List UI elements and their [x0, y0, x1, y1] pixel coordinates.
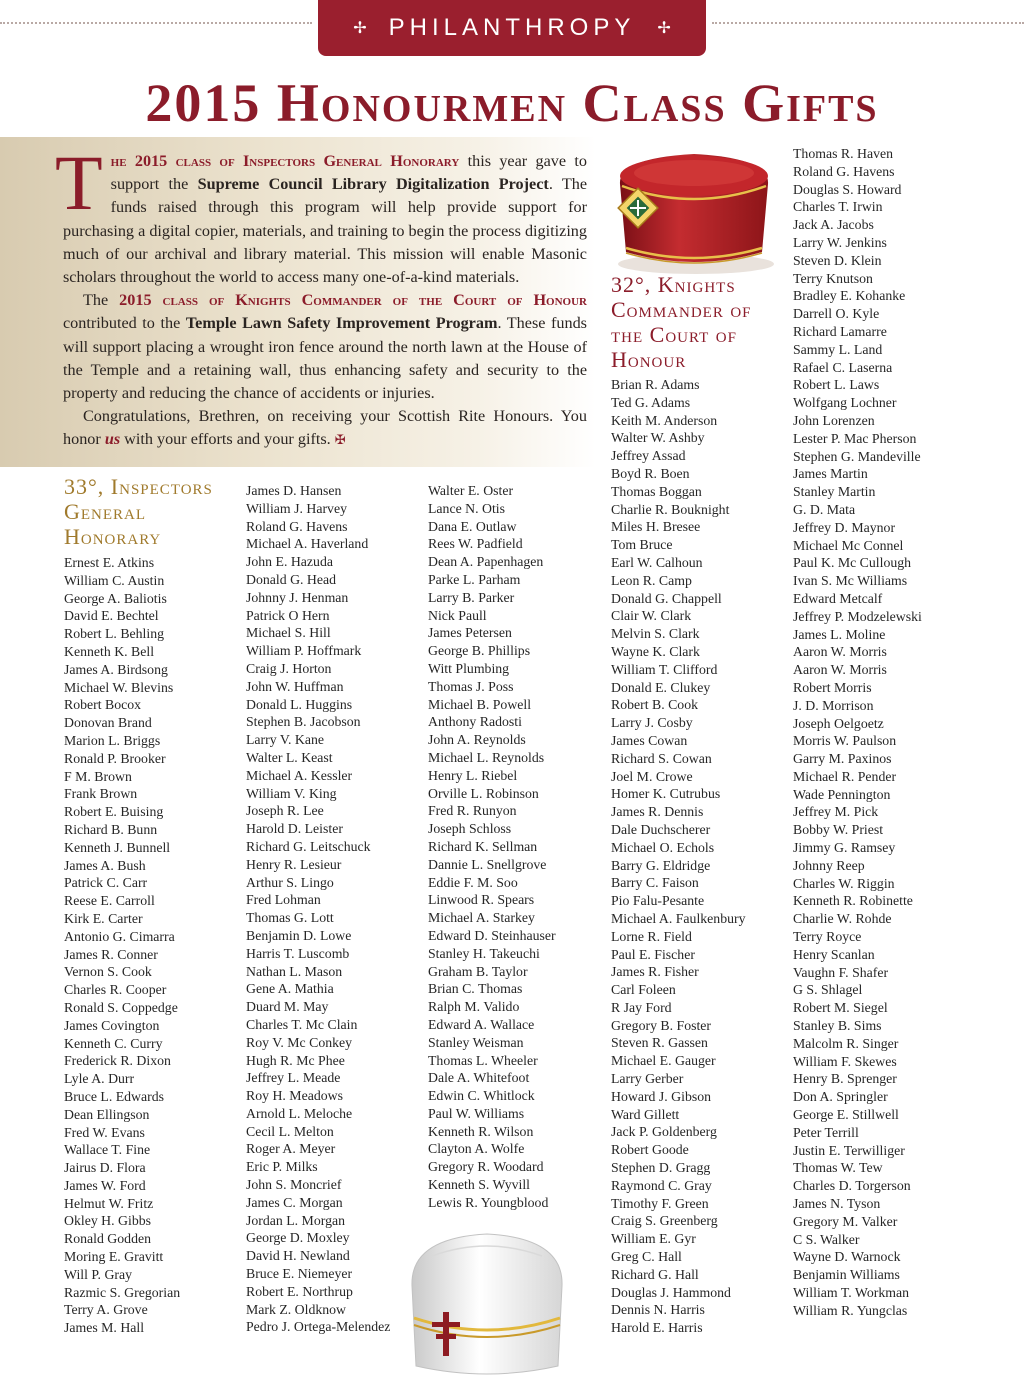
list-item: William T. Workman — [793, 1285, 909, 1300]
list-item: Wayne D. Warnock — [793, 1249, 901, 1265]
name-column-1 — [64, 554, 180, 1337]
list-item: Roy H. Meadows — [246, 1088, 343, 1104]
section-tab — [318, 0, 706, 56]
list-item: James A. Birdsong — [64, 661, 168, 677]
list-item: Dean A. Papenhagen — [428, 554, 544, 570]
list-item: Marion L. Briggs — [64, 732, 161, 748]
name-column-2 — [246, 482, 390, 1336]
ornament-right-icon: ✢ — [657, 20, 671, 37]
list-item: J. D. Morrison — [793, 697, 874, 713]
list-item: Vaughn F. Shafer — [793, 964, 889, 980]
list-item: Michael O. Echols — [611, 839, 715, 855]
list-item: William V. King — [246, 785, 337, 801]
list-item: Carl Foleen — [611, 982, 676, 998]
list-item: Donald G. Chappell — [611, 590, 722, 606]
list-item: James N. Tyson — [793, 1196, 881, 1212]
list-item: Okley H. Gibbs — [64, 1213, 151, 1229]
list-item: Michael A. Starkey — [428, 910, 535, 926]
p3-emphasis: us — [104, 430, 121, 449]
list-item: Kenneth K. Bell — [64, 643, 155, 659]
list-item: Richard G. Leitschuck — [246, 838, 371, 854]
list-item: Kenneth R. Wilson — [428, 1123, 534, 1139]
list-item: Michael Mc Connel — [793, 537, 904, 553]
list-item: Homer K. Cutrubus — [611, 786, 721, 802]
list-item: Stephen D. Gragg — [611, 1160, 711, 1176]
list-item: James A. Bush — [64, 857, 146, 873]
list-item: Michael R. Pender — [793, 768, 897, 784]
list-item: John W. Huffman — [246, 678, 344, 694]
list-item: Barry G. Eldridge — [611, 857, 711, 873]
list-item: Fred W. Evans — [64, 1124, 145, 1140]
list-item: Douglas S. Howard — [793, 181, 902, 197]
list-item: Nathan L. Mason — [246, 963, 343, 979]
page-title: 2015 Honourmen Class Gifts — [145, 73, 879, 133]
p2-project: Temple Lawn Safety Improvement Program — [185, 314, 498, 333]
list-item: Dale Duchscherer — [611, 821, 711, 837]
list-item: Bruce E. Niemeyer — [246, 1266, 353, 1282]
p1-text-1: this year gave to support the — [110, 152, 587, 194]
list-item: Fred Lohman — [246, 892, 321, 908]
list-item: Barry C. Faison — [611, 875, 699, 891]
list-item: Harris T. Luscomb — [246, 945, 350, 961]
list-item: Gregory B. Foster — [611, 1017, 712, 1033]
list-item: Joseph Schloss — [428, 821, 512, 837]
list-item: Dennis N. Harris — [611, 1302, 705, 1318]
list-item: Stanley H. Takeuchi — [428, 945, 540, 961]
list-item: Michael B. Powell — [428, 696, 532, 712]
list-item: Antonio G. Cimarra — [64, 928, 175, 944]
list-item: Hugh R. Mc Phee — [246, 1052, 345, 1068]
cross-end-icon: ✠ — [334, 432, 346, 448]
list-item: Terry A. Grove — [64, 1302, 148, 1318]
list-item: James Cowan — [611, 732, 688, 748]
list-item: Witt Plumbing — [428, 660, 510, 676]
list-item: Larry B. Parker — [428, 589, 515, 605]
white-cap-image — [402, 1226, 572, 1376]
list-item: Don A. Springler — [793, 1089, 888, 1105]
list-item: Richard K. Sellman — [428, 838, 538, 854]
list-item: Craig S. Greenberg — [611, 1213, 718, 1229]
list-item: Wayne K. Clark — [611, 643, 700, 659]
list-item: Jeffrey P. Modzelewski — [793, 608, 922, 624]
list-item: Richard G. Hall — [611, 1266, 699, 1282]
list-item: George E. Stillwell — [793, 1107, 899, 1123]
intro-paragraph-3 — [63, 405, 587, 451]
list-item: Graham B. Taylor — [428, 963, 528, 979]
list-item: Bradley E. Kohanke — [793, 288, 906, 304]
list-item: Ralph M. Valido — [428, 999, 520, 1015]
list-item: Clair W. Clark — [611, 608, 692, 624]
list-item: James R. Conner — [64, 946, 158, 962]
list-item: Raymond C. Gray — [611, 1177, 712, 1193]
list-item: Stephen G. Mandeville — [793, 448, 921, 464]
list-item: Donovan Brand — [64, 715, 152, 731]
list-item: James Petersen — [428, 625, 512, 641]
list-item: Kenneth C. Curry — [64, 1035, 163, 1051]
list-item: William F. Skewes — [793, 1053, 897, 1069]
list-item: Robert Goode — [611, 1142, 689, 1158]
list-item: Jack P. Goldenberg — [611, 1124, 717, 1140]
list-item: Charles D. Torgerson — [793, 1178, 911, 1194]
list-item: Clayton A. Wolfe — [428, 1141, 525, 1157]
list-item: Thomas R. Haven — [793, 146, 894, 161]
list-item: Justin E. Terwilliger — [793, 1142, 905, 1158]
list-item: Ward Gillett — [611, 1106, 680, 1122]
list-item: Larry Gerber — [611, 1071, 684, 1087]
list-item: John A. Reynolds — [428, 732, 526, 748]
list-item: Roland G. Havens — [793, 163, 895, 179]
list-item: Duard M. May — [246, 999, 329, 1015]
list-item: Brian C. Thomas — [428, 981, 523, 997]
list-item: Dannie L. Snellgrove — [428, 856, 547, 872]
list-item: James C. Morgan — [246, 1194, 343, 1210]
name-column-4 — [611, 376, 746, 1337]
list-item: Kirk E. Carter — [64, 910, 143, 926]
list-item: Larry J. Cosby — [611, 715, 693, 731]
list-item: Richard S. Cowan — [611, 750, 712, 766]
list-item: Brian R. Adams — [611, 377, 700, 392]
list-item: George D. Moxley — [246, 1230, 350, 1246]
list-item: Wallace T. Fine — [64, 1142, 151, 1158]
list-item: Kenneth J. Bunnell — [64, 839, 171, 855]
list-item: James L. Moline — [793, 626, 886, 642]
list-item: Edwin C. Whitlock — [428, 1088, 535, 1104]
list-item: Dean Ellingson — [64, 1106, 150, 1122]
list-item: Roger A. Meyer — [246, 1141, 336, 1157]
list-item: Dana E. Outlaw — [428, 518, 517, 534]
list-item: Bobby W. Priest — [793, 822, 884, 838]
list-item: James D. Hansen — [246, 483, 342, 498]
list-item: G S. Shlagel — [793, 982, 863, 998]
header-rule-left — [0, 22, 312, 24]
list-item: Aaron W. Morris — [793, 644, 887, 660]
list-item: Charles T. Mc Clain — [246, 1016, 358, 1032]
list-item: Craig J. Horton — [246, 660, 332, 676]
list-item: James Covington — [64, 1017, 160, 1033]
list-item: Kenneth S. Wyvill — [428, 1177, 531, 1193]
list-item: Walter W. Ashby — [611, 430, 705, 446]
list-item: Charlie W. Rohde — [793, 911, 892, 927]
list-item: Joel M. Crowe — [611, 768, 693, 784]
list-item: Thomas Boggan — [611, 483, 702, 499]
list-item: William P. Hoffmark — [246, 643, 362, 659]
list-item: Frederick R. Dixon — [64, 1053, 171, 1069]
list-item: Paul K. Mc Cullough — [793, 555, 912, 571]
ornament-left-icon: ✢ — [353, 20, 367, 37]
list-item: Garry M. Paxinos — [793, 751, 892, 767]
list-item: Jeffrey M. Pick — [793, 804, 879, 820]
list-item: Patrick C. Carr — [64, 875, 148, 891]
list-item: Arthur S. Lingo — [246, 874, 334, 890]
list-item: Joseph R. Lee — [246, 803, 324, 819]
list-item: Morris W. Paulson — [793, 733, 897, 749]
list-item: Wade Pennington — [793, 786, 891, 802]
list-item: John Lorenzen — [793, 412, 875, 428]
list-item: C S. Walker — [793, 1231, 860, 1247]
kcch-heading: 32°, Knights Commander of the Court of Honour — [611, 272, 752, 372]
list-item: Robert E. Buising — [64, 804, 164, 820]
list-item: Terry Royce — [793, 929, 862, 945]
list-item: Peter Terrill — [793, 1124, 859, 1140]
p1-text-2: . The funds raised through this program will help provide support for purchasing a digital copier, materials, and training to begin the process digitizing much of our archival and library material. This mission will enable Masonic scholars throughout the world to access many one-of-a-kind materials. — [63, 175, 588, 287]
p2-text-1: contributed to the — [63, 314, 186, 333]
list-item: Charlie R. Bouknight — [611, 501, 730, 517]
list-item: Donald G. Head — [246, 571, 337, 587]
list-item: Roy V. Mc Conkey — [246, 1034, 353, 1050]
list-item: David E. Bechtel — [64, 608, 159, 624]
list-item: George B. Phillips — [428, 643, 531, 659]
section-label: PHILANTHROPY — [388, 14, 636, 41]
list-item: Howard J. Gibson — [611, 1088, 712, 1104]
list-item: Charles R. Cooper — [64, 982, 167, 998]
list-item: Steven D. Klein — [793, 252, 882, 268]
name-column-3 — [428, 482, 556, 1212]
red-fez-image — [608, 140, 778, 278]
list-item: Richard Lamarre — [793, 323, 887, 339]
list-item: Stephen B. Jacobson — [246, 714, 361, 730]
list-item: Walter E. Oster — [428, 483, 514, 498]
list-item: Eddie F. M. Soo — [428, 874, 518, 890]
list-item: Richard B. Bunn — [64, 821, 158, 837]
list-item: Jimmy G. Ramsey — [793, 840, 896, 856]
list-item: James R. Dennis — [611, 804, 704, 820]
list-item: Eric P. Milks — [246, 1159, 318, 1175]
list-item: Reese E. Carroll — [64, 893, 155, 909]
list-item: Keith M. Anderson — [611, 412, 718, 428]
list-item: Benjamin Williams — [793, 1267, 900, 1283]
list-item: Earl W. Calhoun — [611, 554, 703, 570]
list-item: Moring E. Gravitt — [64, 1249, 164, 1265]
list-item: Timothy F. Green — [611, 1195, 709, 1211]
list-item: Ernest E. Atkins — [64, 555, 155, 570]
list-item: Michael A. Kessler — [246, 767, 353, 783]
list-item: Frank Brown — [64, 786, 138, 802]
list-item: John S. Moncrief — [246, 1177, 342, 1193]
list-item: Edward Metcalf — [793, 590, 883, 606]
p3-text-1: Congratulations, Brethren, on receiving your Scottish Rite Honours. You honor — [63, 407, 587, 449]
list-item: John E. Hazuda — [246, 554, 333, 570]
list-item: Jack A. Jacobs — [793, 217, 874, 233]
list-item: Mark Z. Oldknow — [246, 1301, 347, 1317]
list-item: Ivan S. Mc Williams — [793, 573, 908, 589]
list-item: Harold D. Leister — [246, 821, 343, 837]
list-item: Terry Knutson — [793, 270, 873, 286]
list-item: Larry W. Jenkins — [793, 234, 887, 250]
list-item: Donald E. Clukey — [611, 679, 711, 695]
list-item: Roland G. Havens — [246, 518, 348, 534]
list-item: Thomas G. Lott — [246, 910, 334, 926]
p2-text-2: . These funds will support placing a wrought iron fence around the north lawn at the House of the Temple and a retaining wall, thus enhancing safety and security to the property and reducing the chance of accidents or injuries. — [63, 314, 587, 403]
list-item: William R. Yungclas — [793, 1302, 908, 1318]
list-item: Walter L. Keast — [246, 749, 333, 765]
list-item: Jordan L. Morgan — [246, 1212, 345, 1228]
list-item: Robert B. Cook — [611, 697, 698, 713]
list-item: Paul E. Fischer — [611, 946, 695, 962]
list-item: Nick Paull — [428, 607, 487, 623]
list-item: Robert Morris — [793, 679, 872, 695]
list-item: Tom Bruce — [611, 537, 673, 553]
list-item: Michael L. Reynolds — [428, 749, 545, 765]
list-item: Edward D. Steinhauser — [428, 927, 556, 943]
list-item: Michael E. Gauger — [611, 1053, 716, 1069]
list-item: Miles H. Bresee — [611, 519, 701, 535]
list-item: Charles W. Riggin — [793, 875, 895, 891]
list-item: Lewis R. Youngblood — [428, 1194, 549, 1210]
list-item: Michael A. Haverland — [246, 536, 369, 552]
list-item: Pedro J. Ortega-Melendez — [246, 1319, 391, 1335]
list-item: Fred R. Runyon — [428, 803, 517, 819]
list-item: Ronald Godden — [64, 1231, 151, 1247]
drop-cap: T — [55, 139, 103, 226]
list-item: William T. Clifford — [611, 661, 718, 677]
list-item: William C. Austin — [64, 572, 165, 588]
list-item: Robert M. Siegel — [793, 1000, 888, 1016]
list-item: Aaron W. Morris — [793, 662, 887, 678]
list-item: Thomas L. Wheeler — [428, 1052, 538, 1068]
intro-paragraph-1 — [55, 139, 588, 289]
list-item: Dale A. Whitefoot — [428, 1070, 530, 1086]
list-item: Harold E. Harris — [611, 1320, 703, 1336]
header-rule-right — [712, 22, 1024, 24]
name-column-5 — [793, 145, 922, 1320]
list-item: Will P. Gray — [64, 1266, 133, 1282]
list-item: Patrick O Hern — [246, 607, 330, 623]
list-item: Ronald S. Coppedge — [64, 999, 178, 1015]
p1-lead: he — [110, 152, 135, 170]
list-item: Benjamin D. Lowe — [246, 927, 352, 943]
list-item: Jairus D. Flora — [64, 1160, 146, 1176]
list-item: Arnold L. Meloche — [246, 1105, 353, 1121]
list-item: Steven R. Gassen — [611, 1035, 708, 1051]
list-item: G. D. Mata — [793, 501, 856, 517]
list-item: Lester P. Mac Pherson — [793, 430, 917, 446]
list-item: James Martin — [793, 466, 868, 482]
list-item: Darrell O. Kyle — [793, 306, 880, 322]
list-item: Helmut W. Fritz — [64, 1195, 154, 1211]
list-item: Vernon S. Cook — [64, 964, 152, 980]
p2-class-name: 2015 class of Knights Commander of the Court of Honour — [119, 291, 587, 310]
list-item: David H. Newland — [246, 1248, 350, 1264]
list-item: Kenneth R. Robinette — [793, 893, 913, 909]
intro-text — [55, 139, 588, 452]
list-item: Greg C. Hall — [611, 1249, 682, 1265]
list-item: Cecil L. Melton — [246, 1123, 334, 1139]
list-item: Rees W. Padfield — [428, 536, 523, 552]
list-item: Sammy L. Land — [793, 341, 883, 357]
list-item: Gene A. Mathia — [246, 981, 334, 997]
list-item: Thomas J. Poss — [428, 678, 514, 694]
list-item: Bruce L. Edwards — [64, 1088, 164, 1104]
list-item: Pio Falu-Pesante — [611, 893, 705, 909]
p2-lead: The — [83, 291, 120, 310]
list-item: Henry L. Riebel — [428, 767, 518, 783]
list-item: Melvin S. Clark — [611, 626, 700, 642]
list-item: Larry V. Kane — [246, 732, 325, 748]
list-item: Douglas J. Hammond — [611, 1284, 731, 1300]
list-item: Lorne R. Field — [611, 928, 692, 944]
list-item: Ted G. Adams — [611, 394, 691, 410]
list-item: Thomas W. Tew — [793, 1160, 883, 1176]
list-item: Robert E. Northrup — [246, 1283, 353, 1299]
list-item: Donald L. Huggins — [246, 696, 353, 712]
list-item: Robert L. Behling — [64, 626, 165, 642]
intro-paragraph-2 — [63, 289, 587, 405]
list-item: Gregory R. Woodard — [428, 1159, 544, 1175]
list-item: F M. Brown — [64, 768, 132, 784]
list-item: Ronald P. Brooker — [64, 750, 166, 766]
list-item: Leon R. Camp — [611, 572, 692, 588]
p1-project: Supreme Council Library Digitalization Project — [197, 175, 549, 194]
list-item: Malcolm R. Singer — [793, 1035, 899, 1051]
list-item: Johnny J. Henman — [246, 589, 349, 605]
list-item: Rafael C. Laserna — [793, 359, 893, 375]
p1-class-name: 2015 class of Inspectors General Honorary — [134, 152, 460, 170]
list-item: Anthony Radosti — [428, 714, 522, 730]
list-item: Lyle A. Durr — [64, 1071, 135, 1087]
list-item: Robert L. Laws — [793, 377, 880, 393]
list-item: Lance N. Otis — [428, 500, 506, 516]
list-item: James R. Fisher — [611, 964, 699, 980]
list-item: William E. Gyr — [611, 1231, 696, 1247]
list-item: Parke L. Parham — [428, 571, 521, 587]
list-item: Henry B. Sprenger — [793, 1071, 897, 1087]
p3-text-2: with your efforts and your gifts. — [120, 430, 335, 449]
list-item: Stanley B. Sims — [793, 1018, 882, 1034]
list-item: Paul W. Williams — [428, 1105, 525, 1121]
list-item: Wolfgang Lochner — [793, 395, 897, 411]
list-item: Stanley Martin — [793, 484, 876, 500]
list-item: Orville L. Robinson — [428, 785, 539, 801]
list-item: Jeffrey D. Maynor — [793, 519, 896, 535]
list-item: Michael A. Faulkenbury — [611, 910, 746, 926]
list-item: Michael W. Blevins — [64, 679, 174, 695]
list-item: Henry R. Lesieur — [246, 856, 342, 872]
list-item: Robert Bocox — [64, 697, 142, 713]
list-item: Jeffrey Assad — [611, 448, 686, 464]
list-item: Stanley Weisman — [428, 1034, 524, 1050]
list-item: Jeffrey L. Meade — [246, 1070, 341, 1086]
list-item: Henry Scanlan — [793, 946, 875, 962]
list-item: Edward A. Wallace — [428, 1016, 535, 1032]
list-item: Gregory M. Valker — [793, 1213, 898, 1229]
list-item: James M. Hall — [64, 1320, 145, 1336]
list-item: Boyd R. Boen — [611, 465, 690, 481]
list-item: Michael S. Hill — [246, 625, 331, 641]
list-item: William J. Harvey — [246, 500, 347, 516]
list-item: Johnny Reep — [793, 857, 865, 873]
list-item: R Jay Ford — [611, 999, 672, 1015]
igh-heading: 33°, Inspectors General Honorary — [64, 474, 213, 549]
list-item: James W. Ford — [64, 1177, 146, 1193]
list-item: Razmic S. Gregorian — [64, 1284, 181, 1300]
list-item: Charles T. Irwin — [793, 199, 883, 215]
list-item: Joseph Oelgoetz — [793, 715, 884, 731]
list-item: Linwood R. Spears — [428, 892, 535, 908]
list-item: George A. Baliotis — [64, 590, 167, 606]
